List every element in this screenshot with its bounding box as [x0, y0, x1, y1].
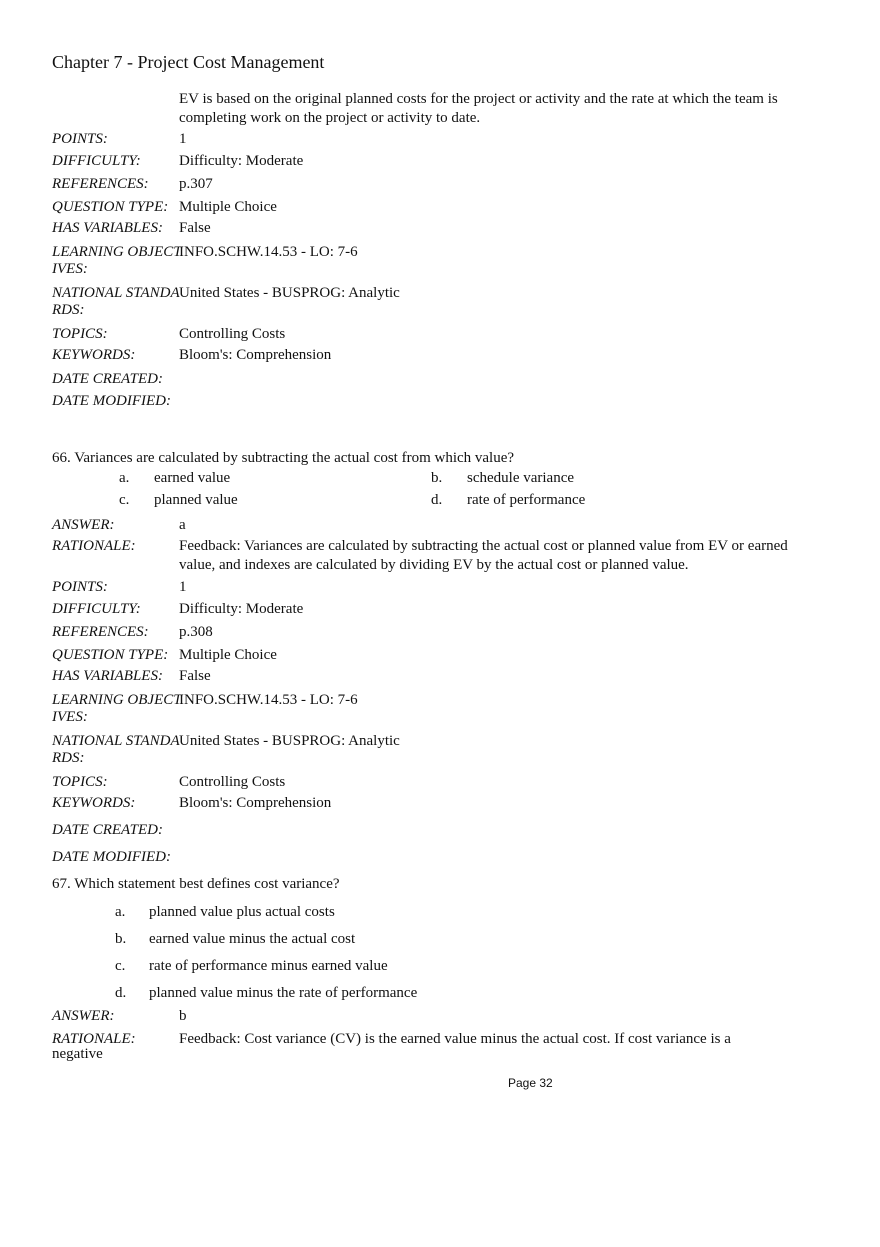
rationale-text: Feedback: Cost variance (CV) is the earned value minus the actual cost. If cost variance is a [179, 1031, 731, 1047]
q67-option-c-text: rate of performance minus earned value [149, 958, 388, 974]
q66-option-d-letter: d. [431, 492, 443, 508]
learning-objectives-label: LEARNING OBJECTIVES: [52, 692, 182, 725]
answer-value: b [179, 1008, 187, 1024]
answer-label: ANSWER: [52, 517, 115, 533]
points-value: 1 [179, 131, 187, 147]
rationale-text: Feedback: Variances are calculated by subtracting the actual cost or planned value from EV or earned value, and indexes are calculated by dividing EV by the actual cost or planned value. [179, 538, 788, 573]
date-modified-label: DATE MODIFIED: [52, 393, 171, 409]
difficulty-label: DIFFICULTY: [52, 601, 141, 617]
q66-option-a-letter: a. [119, 470, 130, 486]
q66-option-b-letter: b. [431, 470, 443, 486]
q66-option-d-text: rate of performance [467, 492, 586, 508]
references-value: p.307 [179, 176, 213, 192]
answer-label: ANSWER: [52, 1008, 115, 1024]
answer-value: a [179, 517, 186, 533]
points-label: POINTS: [52, 579, 108, 595]
topics-value: Controlling Costs [179, 326, 286, 342]
references-label: REFERENCES: [52, 624, 149, 640]
national-standards-value: United States - BUSPROG: Analytic [179, 733, 400, 749]
points-value: 1 [179, 579, 187, 595]
has-variables-value: False [179, 668, 211, 684]
topics-value: Controlling Costs [179, 774, 286, 790]
has-variables-label: HAS VARIABLES: [52, 668, 163, 684]
question-type-label: QUESTION TYPE: [52, 199, 169, 215]
rationale-label: RATIONALE: [52, 1031, 136, 1047]
q66-option-c-letter: c. [119, 492, 130, 508]
difficulty-value: Difficulty: Moderate [179, 153, 304, 169]
keywords-label: KEYWORDS: [52, 795, 136, 811]
rationale-continuation: EV is based on the original planned costs for the project or activity and the rate at which the team is completing work on the project or activity to date. [179, 91, 778, 126]
q67-option-c-letter: c. [115, 958, 126, 974]
points-label: POINTS: [52, 131, 108, 147]
references-value: p.308 [179, 624, 213, 640]
difficulty-value: Difficulty: Moderate [179, 601, 304, 617]
q67-option-d-letter: d. [115, 985, 127, 1001]
date-created-label: DATE CREATED: [52, 822, 163, 838]
q66-option-b-text: schedule variance [467, 470, 575, 486]
date-modified-label: DATE MODIFIED: [52, 849, 171, 865]
q67-option-b-letter: b. [115, 931, 127, 947]
has-variables-value: False [179, 220, 211, 236]
learning-objectives-value: INFO.SCHW.14.53 - LO: 7-6 [179, 692, 358, 708]
q67-option-d-text: planned value minus the rate of performance [149, 985, 418, 1001]
q67-option-a-letter: a. [115, 904, 126, 920]
question-type-value: Multiple Choice [179, 647, 277, 663]
rationale-label: RATIONALE: [52, 538, 136, 554]
national-standards-value: United States - BUSPROG: Analytic [179, 285, 400, 301]
q67-option-a-text: planned value plus actual costs [149, 904, 335, 920]
has-variables-label: HAS VARIABLES: [52, 220, 163, 236]
rationale-continuation: negative [52, 1046, 103, 1062]
page-number: Page 32 [508, 1076, 553, 1090]
national-standards-label: NATIONAL STANDARDS: [52, 285, 180, 318]
date-created-label: DATE CREATED: [52, 371, 163, 387]
topics-label: TOPICS: [52, 326, 108, 342]
question-type-label: QUESTION TYPE: [52, 647, 169, 663]
references-label: REFERENCES: [52, 176, 149, 192]
difficulty-label: DIFFICULTY: [52, 153, 141, 169]
q67-option-b-text: earned value minus the actual cost [149, 931, 356, 947]
question-67-text: 67. Which statement best defines cost variance? [52, 876, 340, 892]
question-66-text: 66. Variances are calculated by subtracting the actual cost from which value? [52, 450, 515, 466]
q66-option-c-text: planned value [154, 492, 238, 508]
keywords-label: KEYWORDS: [52, 347, 136, 363]
q66-option-a-text: earned value [154, 470, 231, 486]
keywords-value: Bloom's: Comprehension [179, 347, 332, 363]
topics-label: TOPICS: [52, 774, 108, 790]
learning-objectives-label: LEARNING OBJECTIVES: [52, 244, 182, 277]
keywords-value: Bloom's: Comprehension [179, 795, 332, 811]
learning-objectives-value: INFO.SCHW.14.53 - LO: 7-6 [179, 244, 358, 260]
chapter-title: Chapter 7 - Project Cost Management [52, 52, 325, 72]
question-type-value: Multiple Choice [179, 199, 277, 215]
national-standards-label: NATIONAL STANDARDS: [52, 733, 180, 766]
